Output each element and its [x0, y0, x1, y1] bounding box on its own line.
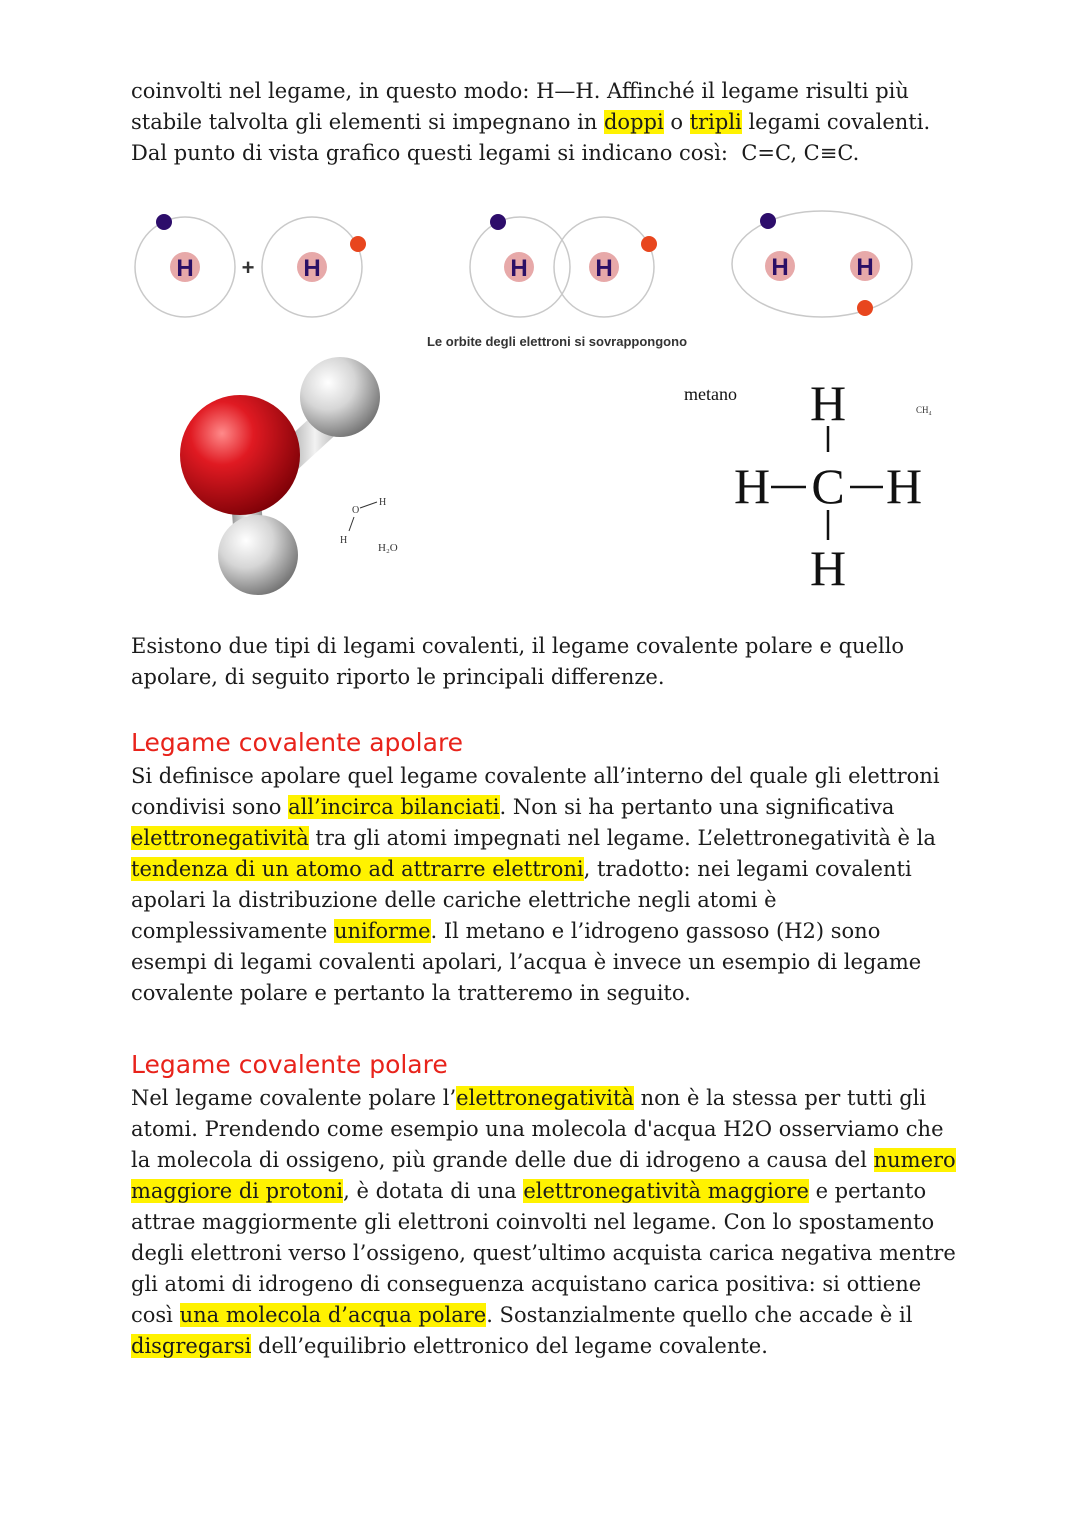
- electron-dot: [857, 300, 873, 316]
- atom-label: H: [595, 255, 613, 282]
- text-run: stabile talvolta gli elementi si impegnano in: [131, 110, 604, 134]
- text-line: [131, 1176, 961, 1207]
- atom-h-top: H: [809, 375, 847, 431]
- molecular-orbit: [732, 211, 912, 317]
- text-line: esempi di legami covalenti apolari, l’acqua è invece un esempio di legame: [131, 950, 922, 974]
- electron-dot: [350, 236, 366, 252]
- highlight: disgregarsi: [131, 1334, 252, 1358]
- water-h-label: H: [340, 535, 348, 546]
- atom-label: H: [771, 254, 789, 281]
- text-run: , è dotata di una: [343, 1179, 524, 1203]
- text-run: condivisi sono: [131, 795, 289, 819]
- highlight: una molecola d’acqua polare: [179, 1303, 487, 1327]
- text-line: covalente polare e pertanto la tratteremo in seguito.: [131, 981, 691, 1005]
- atom-h-left: H: [733, 458, 771, 514]
- orbit-caption: Le orbite degli elettroni si sovrappongono: [426, 334, 688, 349]
- electron-dot: [490, 214, 506, 230]
- text-line: Esistono due tipi di legami covalenti, il legame covalente polare e quello: [131, 634, 905, 658]
- water-formula: H₂O: [378, 542, 398, 554]
- text-run: non è la stessa per tutti gli: [633, 1086, 927, 1110]
- water-molecule-figure: [160, 355, 460, 605]
- types-paragraph: [131, 631, 961, 693]
- text-run: legami covalenti.: [741, 110, 931, 134]
- atom-h-bottom: H: [809, 540, 847, 596]
- intro-paragraph: [131, 76, 961, 169]
- polar-paragraph: [131, 1083, 961, 1362]
- text-run: . Non si ha pertanto una significativa: [499, 795, 895, 819]
- highlight: uniforme: [333, 919, 431, 943]
- atom-label: H: [303, 255, 321, 282]
- bond-line: [360, 502, 377, 508]
- highlight: maggiore di protoni: [131, 1179, 344, 1203]
- highlight: elettronegatività: [456, 1086, 634, 1110]
- text-line: [131, 792, 961, 823]
- text-line: apolari la distribuzione delle cariche elettriche negli atomi è: [131, 888, 777, 912]
- intro-line-1: coinvolti nel legame, in questo modo: H—H. Affinché il legame risulti più: [131, 79, 909, 103]
- intro-line-3: [131, 138, 961, 169]
- text-run: . Sostanzialmente quello che accade è il: [486, 1303, 913, 1327]
- electron-dot: [156, 214, 172, 230]
- text-run: o: [663, 110, 690, 134]
- heading-apolar: Legame covalente apolare: [131, 728, 464, 757]
- text-run: la molecola di ossigeno, più grande delle due di idrogeno a causa del: [131, 1148, 874, 1172]
- text-line: [131, 916, 961, 947]
- intro-line-2: [131, 107, 961, 138]
- text-line: [131, 1083, 961, 1114]
- highlight-doppi: doppi: [603, 110, 664, 134]
- atom-label: H: [510, 255, 528, 282]
- water-o-label: O: [352, 505, 360, 516]
- bond-line: [349, 517, 354, 531]
- text-line: atomi. Prendendo come esempio una molecola d'acqua H2O osserviamo che: [131, 1117, 944, 1141]
- text-line: degli elettroni verso l’ossigeno, quest’ultimo acquista carica negativa mentre: [131, 1241, 956, 1265]
- hydrogen-sphere: [300, 357, 380, 437]
- text-run: così: [131, 1303, 180, 1327]
- methane-label: metano: [684, 384, 737, 404]
- apolar-paragraph: [131, 761, 961, 1009]
- atom-label: H: [856, 254, 874, 281]
- text-run: . Il metano e l’idrogeno gassoso (H2) sono: [430, 919, 881, 943]
- text-run: , tradotto: nei legami covalenti: [583, 857, 912, 881]
- water-h-label: H: [379, 497, 387, 508]
- text-run: complessivamente: [131, 919, 334, 943]
- electron-dot: [760, 213, 776, 229]
- heading-polar: Legame covalente polare: [131, 1050, 448, 1079]
- atom-c: C: [811, 458, 845, 514]
- text-line: gli atomi di idrogeno di conseguenza acquistano carica positiva: si ottiene: [131, 1272, 922, 1296]
- atom-h-right: H: [885, 458, 923, 514]
- text-line: attrae maggiormente gli elettroni coinvolti nel legame. Con lo spostamento: [131, 1210, 935, 1234]
- atom-label: H: [176, 255, 194, 282]
- electron-dot: [641, 236, 657, 252]
- highlight: all’incirca bilanciati: [288, 795, 500, 819]
- hydrogen-sphere: [218, 515, 298, 595]
- text-line: [131, 1145, 961, 1176]
- text-line: [131, 1300, 961, 1331]
- methane-formula: CH₄: [916, 405, 932, 415]
- plus-sign: +: [241, 255, 255, 280]
- text-line: [131, 1331, 961, 1362]
- highlight: tendenza di un atomo ad attrarre elettroni: [131, 857, 584, 881]
- text-run: Dal punto di vista grafico questi legami si indicano così: C=C, C≡C.: [131, 141, 860, 165]
- text-run: dell’equilibrio elettronico del legame covalente.: [251, 1334, 768, 1358]
- highlight: numero: [873, 1148, 956, 1172]
- hydrogen-orbitals-figure: [120, 200, 940, 360]
- text-line: [131, 854, 961, 885]
- text-run: e pertanto: [808, 1179, 927, 1203]
- highlight-tripli: tripli: [689, 110, 742, 134]
- methane-figure: [670, 370, 960, 600]
- text-line: [131, 823, 961, 854]
- highlight: elettronegatività maggiore: [523, 1179, 809, 1203]
- text-line: apolare, di seguito riporto le principali differenze.: [131, 665, 665, 689]
- text-run: tra gli atomi impegnati nel legame. L’elettronegatività è la: [308, 826, 936, 850]
- text-run: Nel legame covalente polare l’: [131, 1086, 457, 1110]
- text-line: Si definisce apolare quel legame covalente all’interno del quale gli elettroni: [131, 764, 940, 788]
- highlight: elettronegatività: [131, 826, 309, 850]
- oxygen-sphere: [180, 395, 300, 515]
